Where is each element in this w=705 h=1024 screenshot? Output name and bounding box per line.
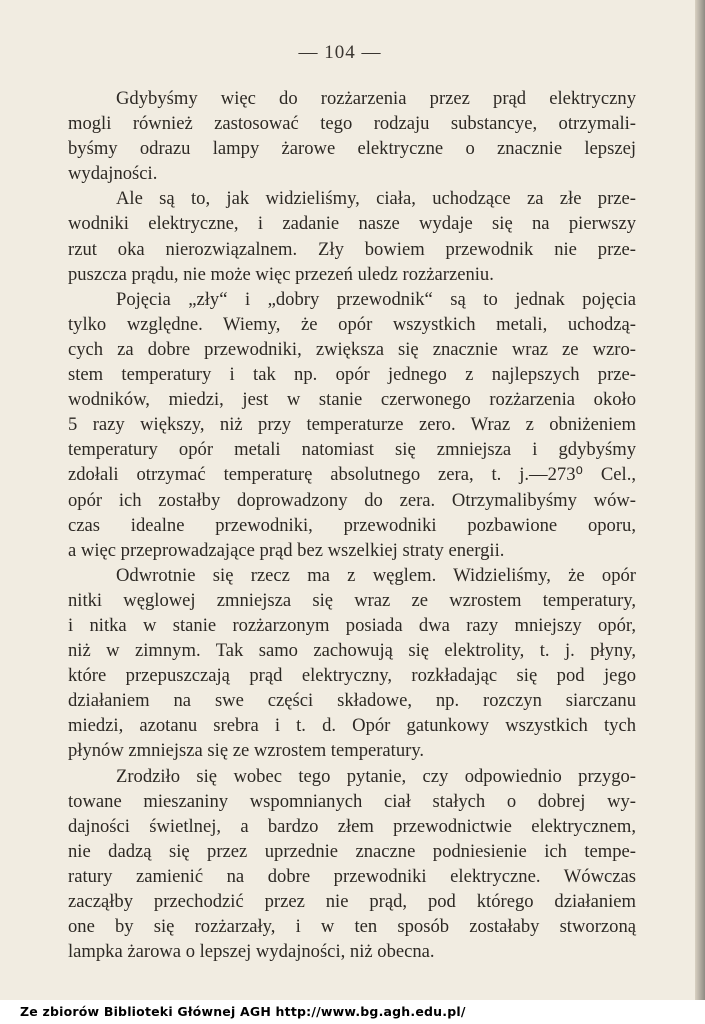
text-line: miedzi, azotanu srebra i t. d. Opór gatunkowy wszystkich tych xyxy=(68,715,636,737)
text-line: zdołali otrzymać temperaturę absolutnego zera, t. j.—273⁰ Cel., xyxy=(68,464,636,486)
text-line: tylko względne. Wiemy, że opór wszystkich metali, uchodzą- xyxy=(68,313,636,335)
text-line: czas idealne przewodniki, przewodniki pozbawione oporu, xyxy=(68,514,636,536)
text-line: Ale są to, jak widzieliśmy, ciała, uchodzące za złe prze- xyxy=(116,188,636,210)
text-line: i nitka w stanie rozżarzonym posiada dwa razy mniejszy opór, xyxy=(68,614,636,636)
text-line: opór ich zostałby doprowadzony do zera. Otrzymalibyśmy wów- xyxy=(68,489,636,511)
text-line: ratury zamienić na dobre przewodniki elektryczne. Wówczas xyxy=(68,865,636,887)
text-line: towane mieszaniny wspomnianych ciał stałych o dobrej wy- xyxy=(68,790,636,812)
text-line: Pojęcia „zły“ i „dobry przewodnik“ są to jednak pojęcia xyxy=(116,288,636,310)
paragraph xyxy=(68,764,636,965)
text-line: zacząłby przechodzić przez nie prąd, pod którego działaniem xyxy=(68,891,636,912)
text-line: lampka żarowa o lepszej wydajności, niż obecna. xyxy=(68,941,435,963)
text-line: one by się rozżarzały, i w ten sposób zostałaby stworzoną xyxy=(68,916,636,938)
footer-source-text: Ze zbiorów Biblioteki Głównej AGH http://www.bg.agh.edu.pl/ xyxy=(20,1004,466,1019)
text-line: dajności świetlnej, a bardzo złem przewodnictwie elektrycznem, xyxy=(68,815,636,837)
text-line: Zrodziło się wobec tego pytanie, czy odpowiednio przygo- xyxy=(116,765,636,787)
body-text xyxy=(68,86,636,964)
text-line: Odwrotnie się rzecz ma z węglem. Widzieliśmy, że opór xyxy=(116,564,636,586)
page-edge-shadow xyxy=(695,0,705,1000)
text-line: byśmy odrazu lampy żarowe elektryczne o znacznie lepszej xyxy=(68,138,636,160)
text-line: mogli również zastosować tego rodzaju substancye, otrzymali- xyxy=(68,113,636,135)
text-line: 5 razy większy, niż przy temperaturze zero. Wraz z obniżeniem xyxy=(68,414,636,436)
text-line: Gdybyśmy więc do rozżarzenia przez prąd elektryczny xyxy=(116,88,636,109)
text-line: a więc przeprowadzające prąd bez wszelkiej straty energii. xyxy=(68,539,505,561)
footer-bar xyxy=(0,1000,705,1024)
text-line: nitki węglowej zmniejsza się wraz ze wzrostem temperatury, xyxy=(68,589,636,611)
text-line: wodniki elektryczne, i zadanie nasze wydaje się na pierwszy xyxy=(68,213,636,235)
paragraph xyxy=(68,563,636,764)
text-line: temperatury opór metali natomiast się zmniejsza i gdybyśmy xyxy=(68,439,636,461)
text-line: płynów zmniejsza się ze wzrostem temperatury. xyxy=(68,740,425,762)
text-line: rzut oka nierozwiązalnem. Zły bowiem przewodnik nie prze- xyxy=(68,238,636,260)
text-line: działaniem na swe części składowe, np. rozczyn siarczanu xyxy=(68,690,636,712)
text-line: niż w zimnym. Tak samo zachowują się elektrolity, t. j. płyny, xyxy=(68,640,636,662)
text-line: stem temperatury i tak np. opór jednego z najlepszych prze- xyxy=(68,364,636,386)
paragraph xyxy=(68,186,636,286)
text-line: nie dadzą się przez uprzednie znaczne podniesienie ich tempe- xyxy=(68,840,636,862)
text-line: które przepuszczają prąd elektryczny, rozkładając się pod jego xyxy=(68,665,636,687)
text-line: wodników, miedzi, jest w stanie czerwonego rozżarzenia około xyxy=(68,389,636,411)
text-line: wydajności. xyxy=(68,163,158,185)
paragraph xyxy=(68,287,636,563)
paragraph xyxy=(68,86,636,186)
text-line: puszcza prądu, nie może więc przezeń uledz rozżarzeniu. xyxy=(68,263,494,285)
page-number: — 104 — xyxy=(298,42,382,63)
text-line: cych za dobre przewodniki, zwiększa się znacznie wraz ze wzro- xyxy=(68,338,636,360)
